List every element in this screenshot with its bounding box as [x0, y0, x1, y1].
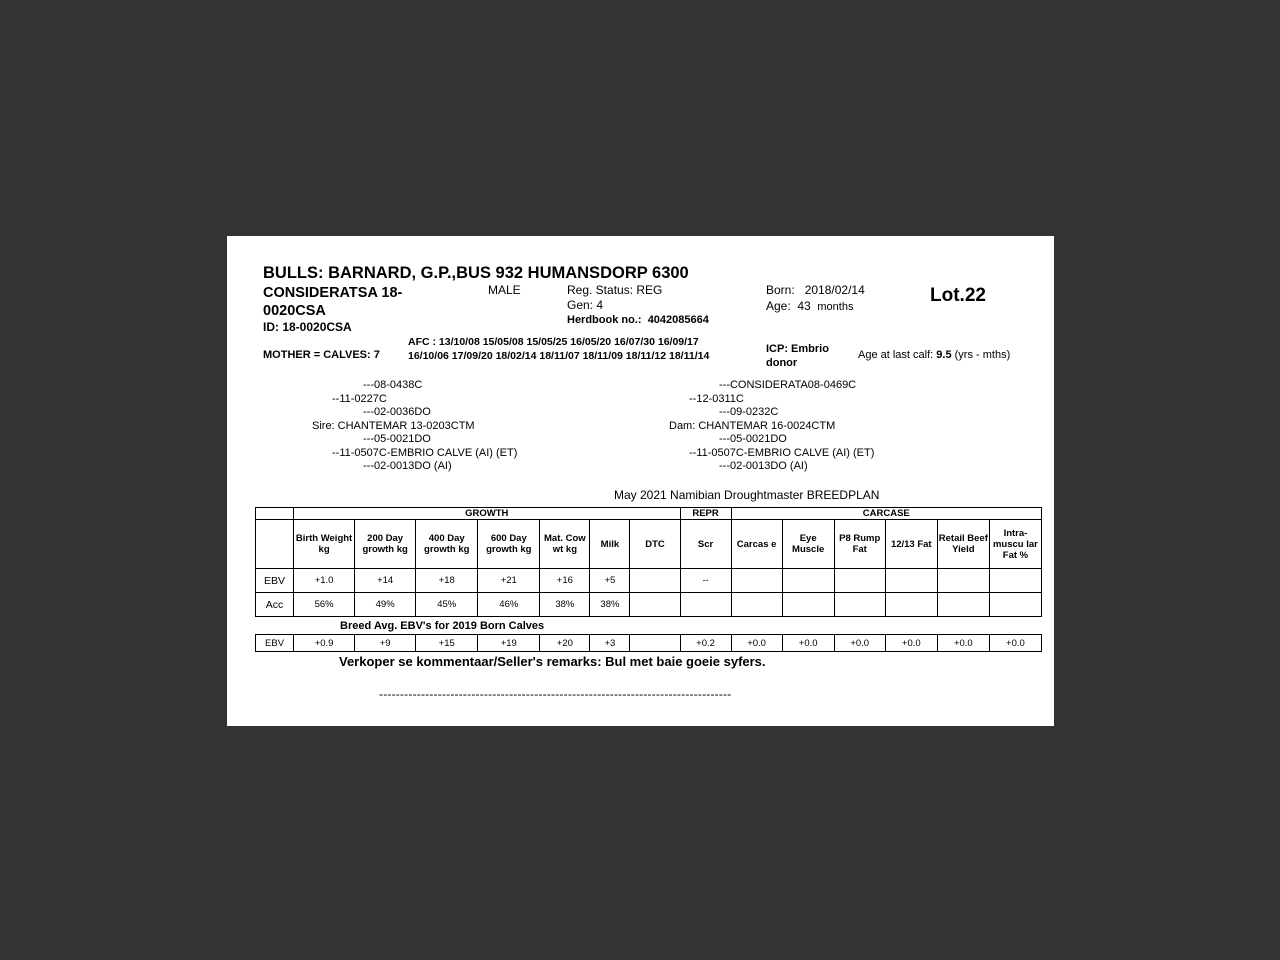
- breed-avg-title: Breed Avg. EBV's for 2019 Born Calves: [340, 620, 545, 632]
- animal-sex: MALE: [488, 283, 521, 297]
- ebv-cell: +1.0: [294, 569, 355, 593]
- catalogue-card: [227, 236, 1054, 726]
- age-last-calf-label: Age at last calf:: [858, 349, 934, 361]
- breed-avg-cell: +0.0: [834, 635, 885, 652]
- ebv-group-carcase: CARCASE: [731, 508, 1041, 520]
- age-last-calf-value: 9.5: [936, 349, 952, 361]
- breed-avg-table: [255, 634, 1042, 652]
- herdbook-value: 4042085664: [647, 314, 709, 326]
- sire-ped-line: ---05-0021DO: [363, 433, 431, 445]
- reg-status: Reg. Status: REG: [567, 283, 663, 297]
- ebv-col-header: 200 Day growth kg: [355, 520, 416, 569]
- ebv-cell: [834, 569, 885, 593]
- ebv-cell: [782, 569, 834, 593]
- born-label: Born:: [766, 283, 795, 297]
- animal-id: ID: 18-0020CSA: [263, 320, 352, 334]
- ebv-col-header: P8 Rump Fat: [834, 520, 885, 569]
- ebv-group-growth: GROWTH: [294, 508, 680, 520]
- seller-remarks: Verkoper se kommentaar/Seller's remarks: Bul met baie goeie syfers.: [339, 654, 766, 669]
- ebv-header-row: [256, 520, 1042, 569]
- breed-avg-cell: +0.0: [989, 635, 1041, 652]
- ebv-col-header: Mat. Cow wt kg: [540, 520, 590, 569]
- dam-ped-line: ---02-0013DO (AI): [719, 460, 808, 472]
- breed-avg-row: [256, 635, 1042, 652]
- ebv-col-header: 400 Day growth kg: [416, 520, 478, 569]
- ebv-col-header: Birth Weight kg: [294, 520, 355, 569]
- acc-cell: [937, 593, 989, 617]
- breed-avg-cell: +0.9: [294, 635, 355, 652]
- ebv-cell: [937, 569, 989, 593]
- breedplan-title: May 2021 Namibian Droughtmaster BREEDPLAN: [614, 488, 880, 502]
- acc-row-label: Acc: [256, 593, 294, 617]
- ebv-cell: [989, 569, 1041, 593]
- ebv-col-header: 12/13 Fat: [885, 520, 937, 569]
- ebv-group-cell: [256, 508, 294, 520]
- ebv-col-header: Eye Muscle: [782, 520, 834, 569]
- sire-ped-line: ---02-0036DO: [363, 406, 431, 418]
- age-last-calf-unit: (yrs - mths): [954, 349, 1011, 361]
- acc-cell: [731, 593, 782, 617]
- breed-avg-cell: +0.0: [782, 635, 834, 652]
- dam-ped-line: ---09-0232C: [719, 406, 779, 418]
- acc-cell: 38%: [540, 593, 590, 617]
- animal-age: [766, 299, 853, 313]
- breed-avg-cell: +19: [478, 635, 540, 652]
- acc-cell: [630, 593, 680, 617]
- signature-line: ------------------------------------------------------------------------------------: [379, 687, 732, 701]
- acc-cell: [885, 593, 937, 617]
- acc-cell: [680, 593, 731, 617]
- ebv-col-header: 600 Day growth kg: [478, 520, 540, 569]
- acc-cell: 46%: [478, 593, 540, 617]
- acc-cell: [989, 593, 1041, 617]
- ebv-col-header: Intra-muscu lar Fat %: [989, 520, 1041, 569]
- age-last-calf: [858, 349, 1010, 361]
- age-label: Age:: [766, 299, 791, 313]
- breed-avg-cell: +20: [540, 635, 590, 652]
- ebv-row-label: EBV: [256, 569, 294, 593]
- born-date: [766, 283, 865, 297]
- born-value: 2018/02/14: [804, 283, 865, 297]
- ebv-cell: +21: [478, 569, 540, 593]
- ebv-col-header: DTC: [630, 520, 680, 569]
- ebv-group-row: [256, 508, 1042, 520]
- ebv-row: [256, 569, 1042, 593]
- breed-avg-label: EBV: [256, 635, 294, 652]
- acc-cell: 56%: [294, 593, 355, 617]
- acc-cell: [834, 593, 885, 617]
- acc-cell: 49%: [355, 593, 416, 617]
- ebv-cell: +18: [416, 569, 478, 593]
- acc-cell: [782, 593, 834, 617]
- sire-name: Sire: CHANTEMAR 13-0203CTM: [312, 420, 475, 432]
- ebv-table: [255, 507, 1042, 617]
- dam-ped-line: ---05-0021DO: [719, 433, 787, 445]
- seller-title: BULLS: BARNARD, G.P.,BUS 932 HUMANSDORP 6300: [263, 264, 689, 282]
- breed-avg-cell: [630, 635, 680, 652]
- sire-ped-line: --11-0507C-EMBRIO CALVE (AI) (ET): [332, 447, 518, 459]
- dam-name: Dam: CHANTEMAR 16-0024CTM: [669, 420, 836, 432]
- sire-ped-line: ---08-0438C: [363, 379, 423, 391]
- sire-ped-line: --11-0227C: [332, 393, 387, 405]
- ebv-col-header: Scr: [680, 520, 731, 569]
- ebv-cell: [630, 569, 680, 593]
- sire-ped-line: ---02-0013DO (AI): [363, 460, 452, 472]
- dam-ped-line: ---CONSIDERATA08-0469C: [719, 379, 857, 391]
- age-value: 43: [797, 299, 811, 313]
- ebv-cell: +14: [355, 569, 416, 593]
- breed-avg-cell: +0.0: [937, 635, 989, 652]
- breed-avg-cell: +3: [590, 635, 630, 652]
- animal-name: CONSIDERATSA 18-0020CSA: [263, 285, 403, 319]
- breed-avg-cell: +0.2: [680, 635, 731, 652]
- ebv-cell: [731, 569, 782, 593]
- ebv-cell: +5: [590, 569, 630, 593]
- afc-dates: AFC : 13/10/08 15/05/08 15/05/25 16/05/20 16/07/30 16/09/17 16/10/06 17/09/20 18/02/14 18/11/07 18/11/09 18/11/12 18/11/14: [408, 336, 710, 362]
- breed-avg-cell: +0.0: [885, 635, 937, 652]
- ebv-cell: --: [680, 569, 731, 593]
- age-unit: months: [817, 301, 854, 313]
- ebv-header-cell: [256, 520, 294, 569]
- acc-cell: 38%: [590, 593, 630, 617]
- breed-avg-cell: +15: [416, 635, 478, 652]
- herdbook-label: Herdbook no.:: [567, 314, 642, 326]
- breed-avg-cell: +9: [355, 635, 416, 652]
- ebv-col-header: Milk: [590, 520, 630, 569]
- ebv-cell: [885, 569, 937, 593]
- ebv-col-header: Retail Beef Yield: [937, 520, 989, 569]
- breed-avg-cell: +0.0: [731, 635, 782, 652]
- generation: Gen: 4: [567, 298, 604, 312]
- dam-ped-line: --12-0311C: [689, 393, 744, 405]
- ebv-group-repr: REPR: [680, 508, 731, 520]
- lot-number: Lot.22: [930, 285, 986, 306]
- dam-ped-line: --11-0507C-EMBRIO CALVE (AI) (ET): [689, 447, 875, 459]
- acc-row: [256, 593, 1042, 617]
- ebv-cell: +16: [540, 569, 590, 593]
- acc-cell: 45%: [416, 593, 478, 617]
- ebv-col-header: Carcas e: [731, 520, 782, 569]
- icp-info: ICP: Embrio donor: [766, 343, 829, 369]
- herdbook-number: [567, 314, 709, 326]
- mother-calves: MOTHER = CALVES: 7: [263, 349, 380, 361]
